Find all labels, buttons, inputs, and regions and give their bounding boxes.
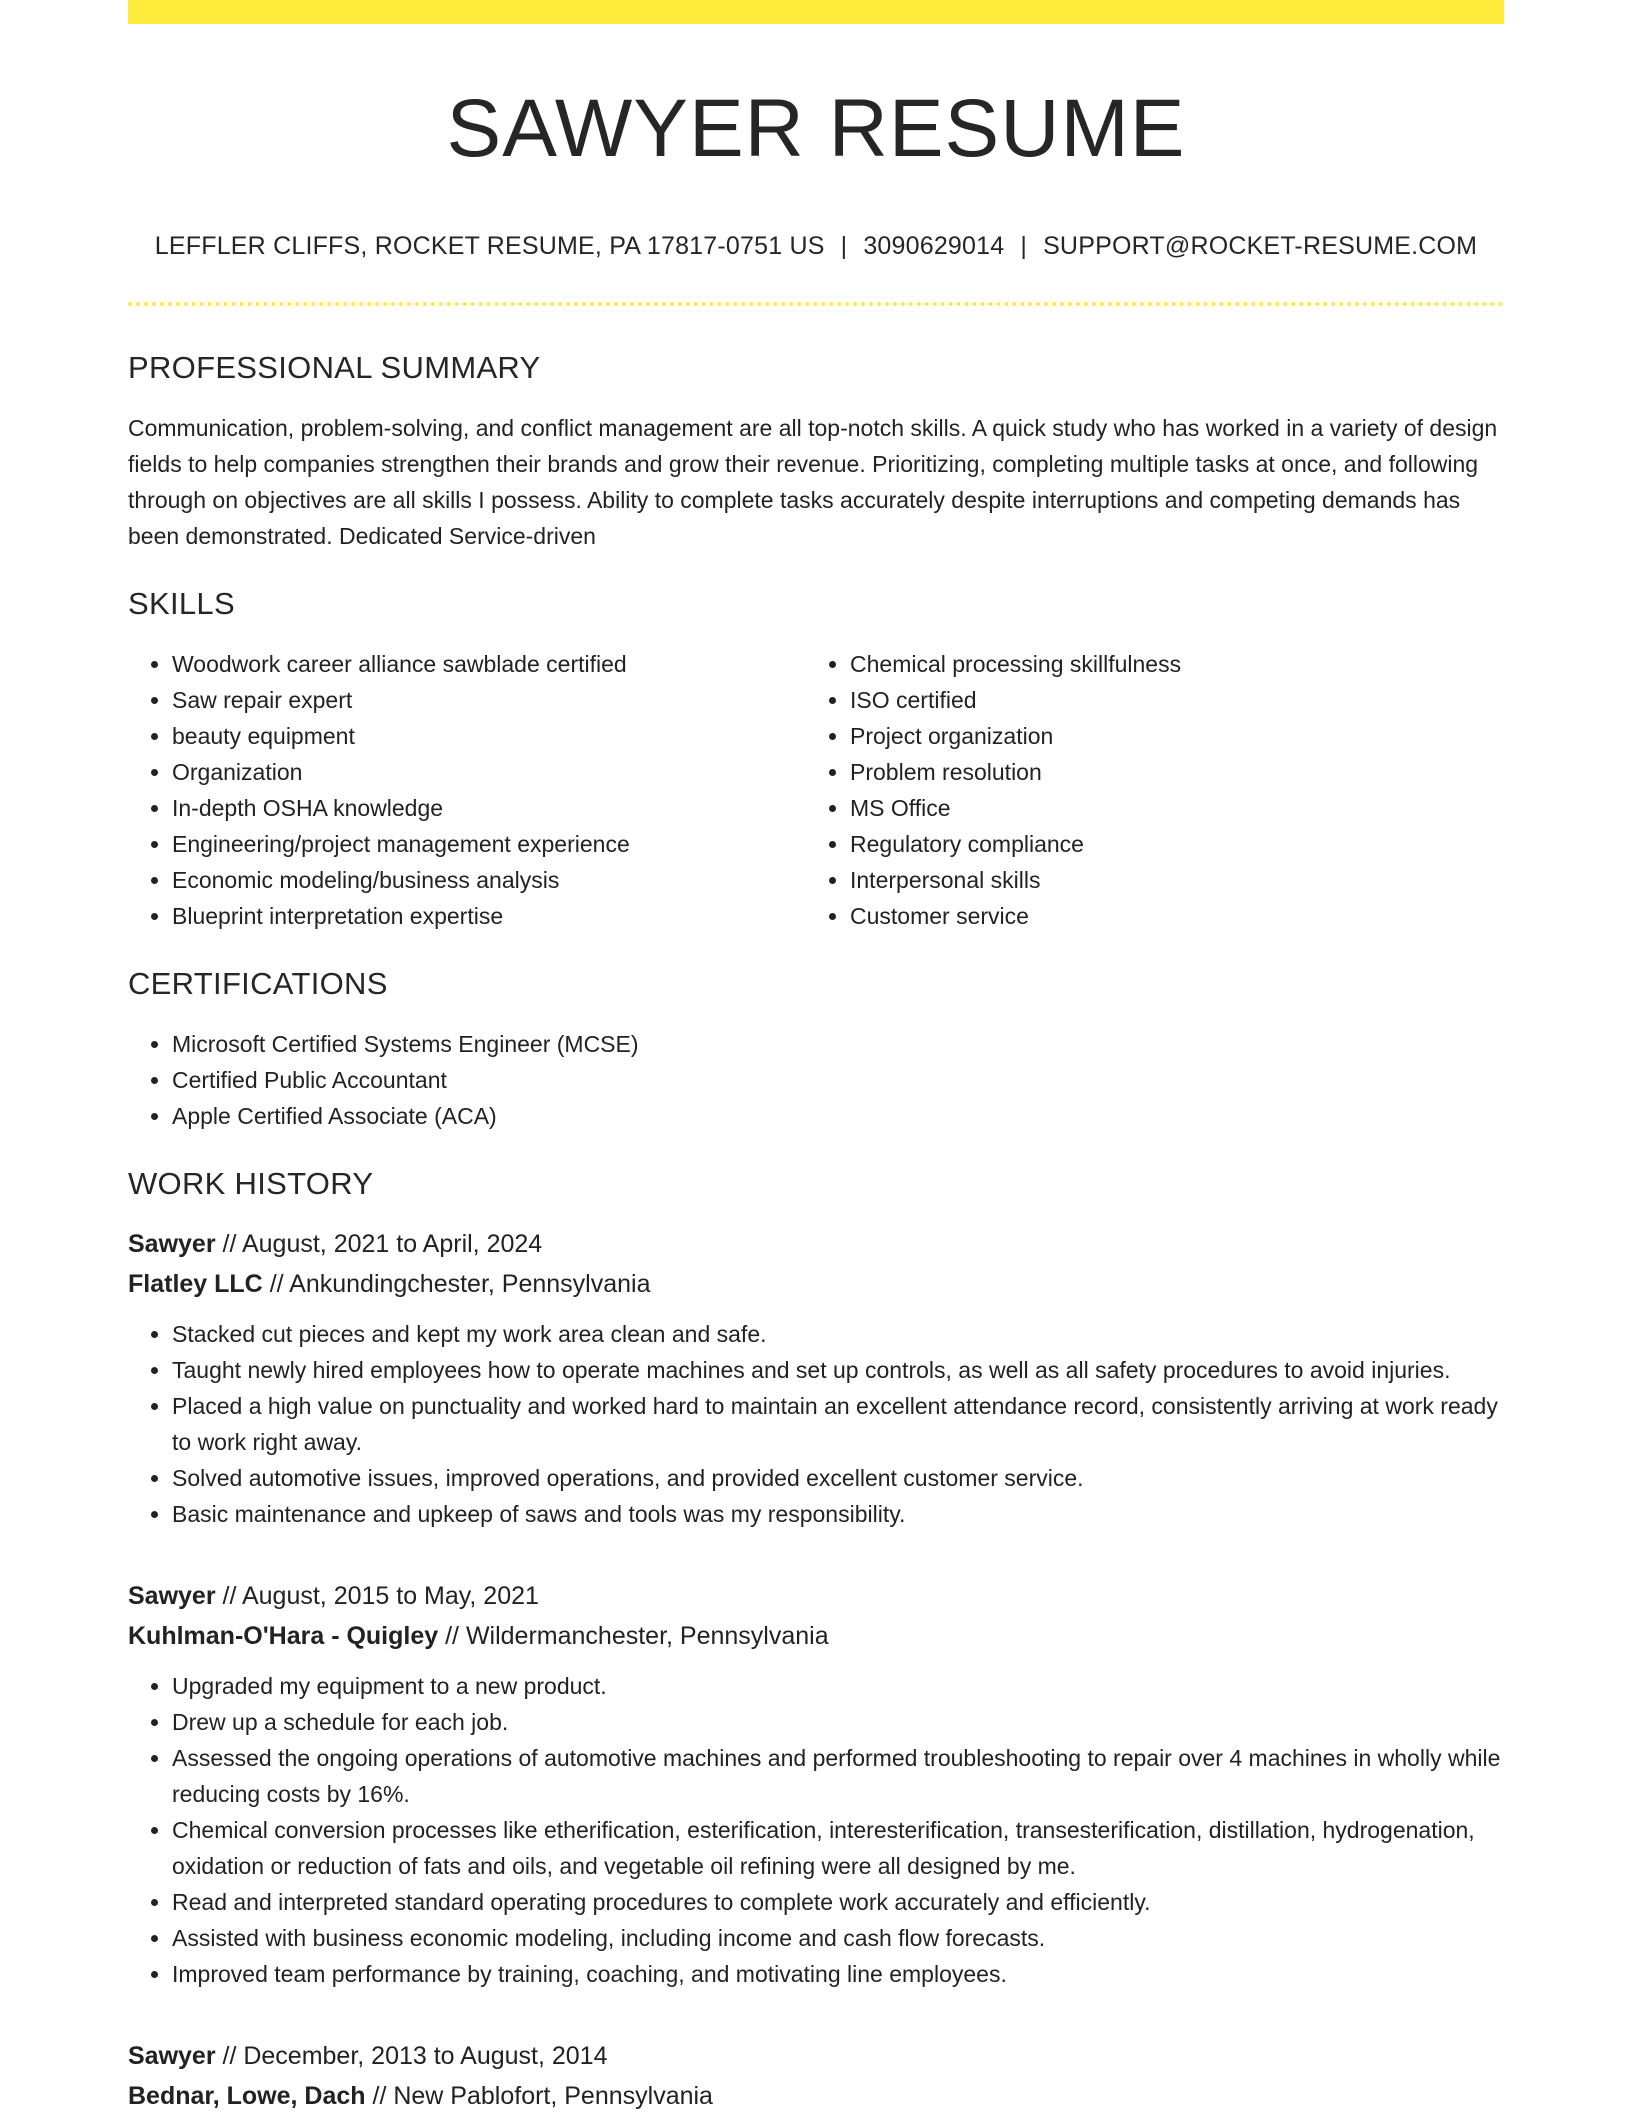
contact-phone: 3090629014: [863, 232, 1005, 260]
skills-columns: [128, 646, 1504, 934]
job-duty: • Upgraded my equipment to a new product.: [172, 1668, 1504, 1704]
job-duty: • Solved automotive issues, improved operations, and provided excellent customer service.: [172, 1460, 1504, 1496]
resume-page: [128, 0, 1504, 2116]
summary-heading: PROFESSIONAL SUMMARY: [128, 350, 541, 385]
job-entry: [128, 1576, 1504, 1992]
skill-item: • Customer service: [850, 898, 1484, 934]
job-duty: • Chemical conversion processes like etherification, esterification, interesterification, transesterification, distillation, hydrogenation, oxidation or reduction of fats and oils, and vegetable oil refining were all designed by me.: [172, 1812, 1504, 1884]
skill-item: • Woodwork career alliance sawblade certified: [172, 646, 806, 682]
skill-item: • Chemical processing skillfulness: [850, 646, 1484, 682]
resume-name: SAWYER RESUME: [446, 83, 1186, 174]
skill-item: • beauty equipment: [172, 718, 806, 754]
job-duty: • Taught newly hired employees how to operate machines and set up controls, as well as all safety procedures to avoid injuries.: [172, 1352, 1504, 1388]
job-entry: [128, 2036, 1504, 2116]
job-role: Sawyer: [128, 1230, 216, 1258]
contact-separator: |: [840, 232, 848, 260]
job-title-line: [128, 1576, 1504, 1616]
skill-item: • Regulatory compliance: [850, 826, 1484, 862]
job-duty: • Read and interpreted standard operating procedures to complete work accurately and efficiently.: [172, 1884, 1504, 1920]
work-history-heading: WORK HISTORY: [128, 1166, 374, 1201]
job-duty: • Assisted with business economic modeling, including income and cash flow forecasts.: [172, 1920, 1504, 1956]
job-duty: • Drew up a schedule for each job.: [172, 1704, 1504, 1740]
summary-text: Communication, problem-solving, and conflict management are all top-notch skills. A quick study who has worked in a variety of design fields to help companies strengthen their brands and grow their revenue. Prioritizing, completing multiple tasks at once, and following through on objectives are all skills I possess. Ability to complete tasks accurately despite interruptions and competing demands has been demonstrated. Dedicated Service-driven: [128, 415, 1498, 549]
certification-item: • Microsoft Certified Systems Engineer (MCSE): [172, 1026, 1504, 1062]
job-location: // Wildermanchester, Pennsylvania: [438, 1622, 829, 1650]
skill-item: • Organization: [172, 754, 806, 790]
skill-item: • In-depth OSHA knowledge: [172, 790, 806, 826]
skill-item: • ISO certified: [850, 682, 1484, 718]
contact-email: SUPPORT@ROCKET-RESUME.COM: [1043, 232, 1478, 260]
job-company-line: [128, 1264, 1504, 1304]
skill-item: • Problem resolution: [850, 754, 1484, 790]
job-role: Sawyer: [128, 2042, 216, 2070]
certifications-heading: CERTIFICATIONS: [128, 966, 388, 1001]
certifications-list: [128, 1026, 1504, 1134]
contact-separator: |: [1020, 232, 1028, 260]
certification-item: • Certified Public Accountant: [172, 1062, 1504, 1098]
job-dates: // December, 2013 to August, 2014: [215, 2042, 608, 2070]
skill-item: • Interpersonal skills: [850, 862, 1484, 898]
job-title-line: [128, 1224, 1504, 1264]
job-company: Bednar, Lowe, Dach: [128, 2082, 366, 2110]
job-company: Flatley LLC: [128, 1270, 263, 1298]
skills-heading: SKILLS: [128, 586, 235, 621]
skills-list-left: [128, 646, 806, 934]
skills-list-right: [806, 646, 1484, 934]
job-company-line: [128, 2076, 1504, 2116]
job-duties-list: [128, 1316, 1504, 1532]
skill-item: • Engineering/project management experience: [172, 826, 806, 862]
certification-item: • Apple Certified Associate (ACA): [172, 1098, 1504, 1134]
skill-item: • Project organization: [850, 718, 1484, 754]
top-accent-bar: [128, 0, 1504, 24]
job-duties-list: [128, 1668, 1504, 1992]
job-duty: • Improved team performance by training, coaching, and motivating line employees.: [172, 1956, 1504, 1992]
job-duty: • Basic maintenance and upkeep of saws and tools was my responsibility.: [172, 1496, 1504, 1532]
job-company: Kuhlman-O'Hara - Quigley: [128, 1622, 439, 1650]
job-dates: // August, 2021 to April, 2024: [215, 1230, 543, 1258]
job-role: Sawyer: [128, 1582, 216, 1610]
contact-line: [128, 231, 1504, 261]
job-duty: • Placed a high value on punctuality and worked hard to maintain an excellent attendance record, consistently arriving at work ready to work right away.: [172, 1388, 1504, 1460]
job-dates: // August, 2015 to May, 2021: [215, 1582, 539, 1610]
contact-address: LEFFLER CLIFFS, ROCKET RESUME, PA 17817-0751 US: [154, 232, 825, 260]
job-location: // New Pablofort, Pennsylvania: [365, 2082, 713, 2110]
job-duty: • Stacked cut pieces and kept my work area clean and safe.: [172, 1316, 1504, 1352]
skill-item: • Saw repair expert: [172, 682, 806, 718]
job-location: // Ankundingchester, Pennsylvania: [262, 1270, 651, 1298]
skill-item: • Economic modeling/business analysis: [172, 862, 806, 898]
job-company-line: [128, 1616, 1504, 1656]
job-entry: [128, 1224, 1504, 1532]
dotted-divider: [128, 302, 1504, 306]
job-title-line: [128, 2036, 1504, 2076]
skill-item: • Blueprint interpretation expertise: [172, 898, 806, 934]
skill-item: • MS Office: [850, 790, 1484, 826]
job-duty: • Assessed the ongoing operations of automotive machines and performed troubleshooting to repair over 4 machines in wholly while reducing costs by 16%.: [172, 1740, 1504, 1812]
